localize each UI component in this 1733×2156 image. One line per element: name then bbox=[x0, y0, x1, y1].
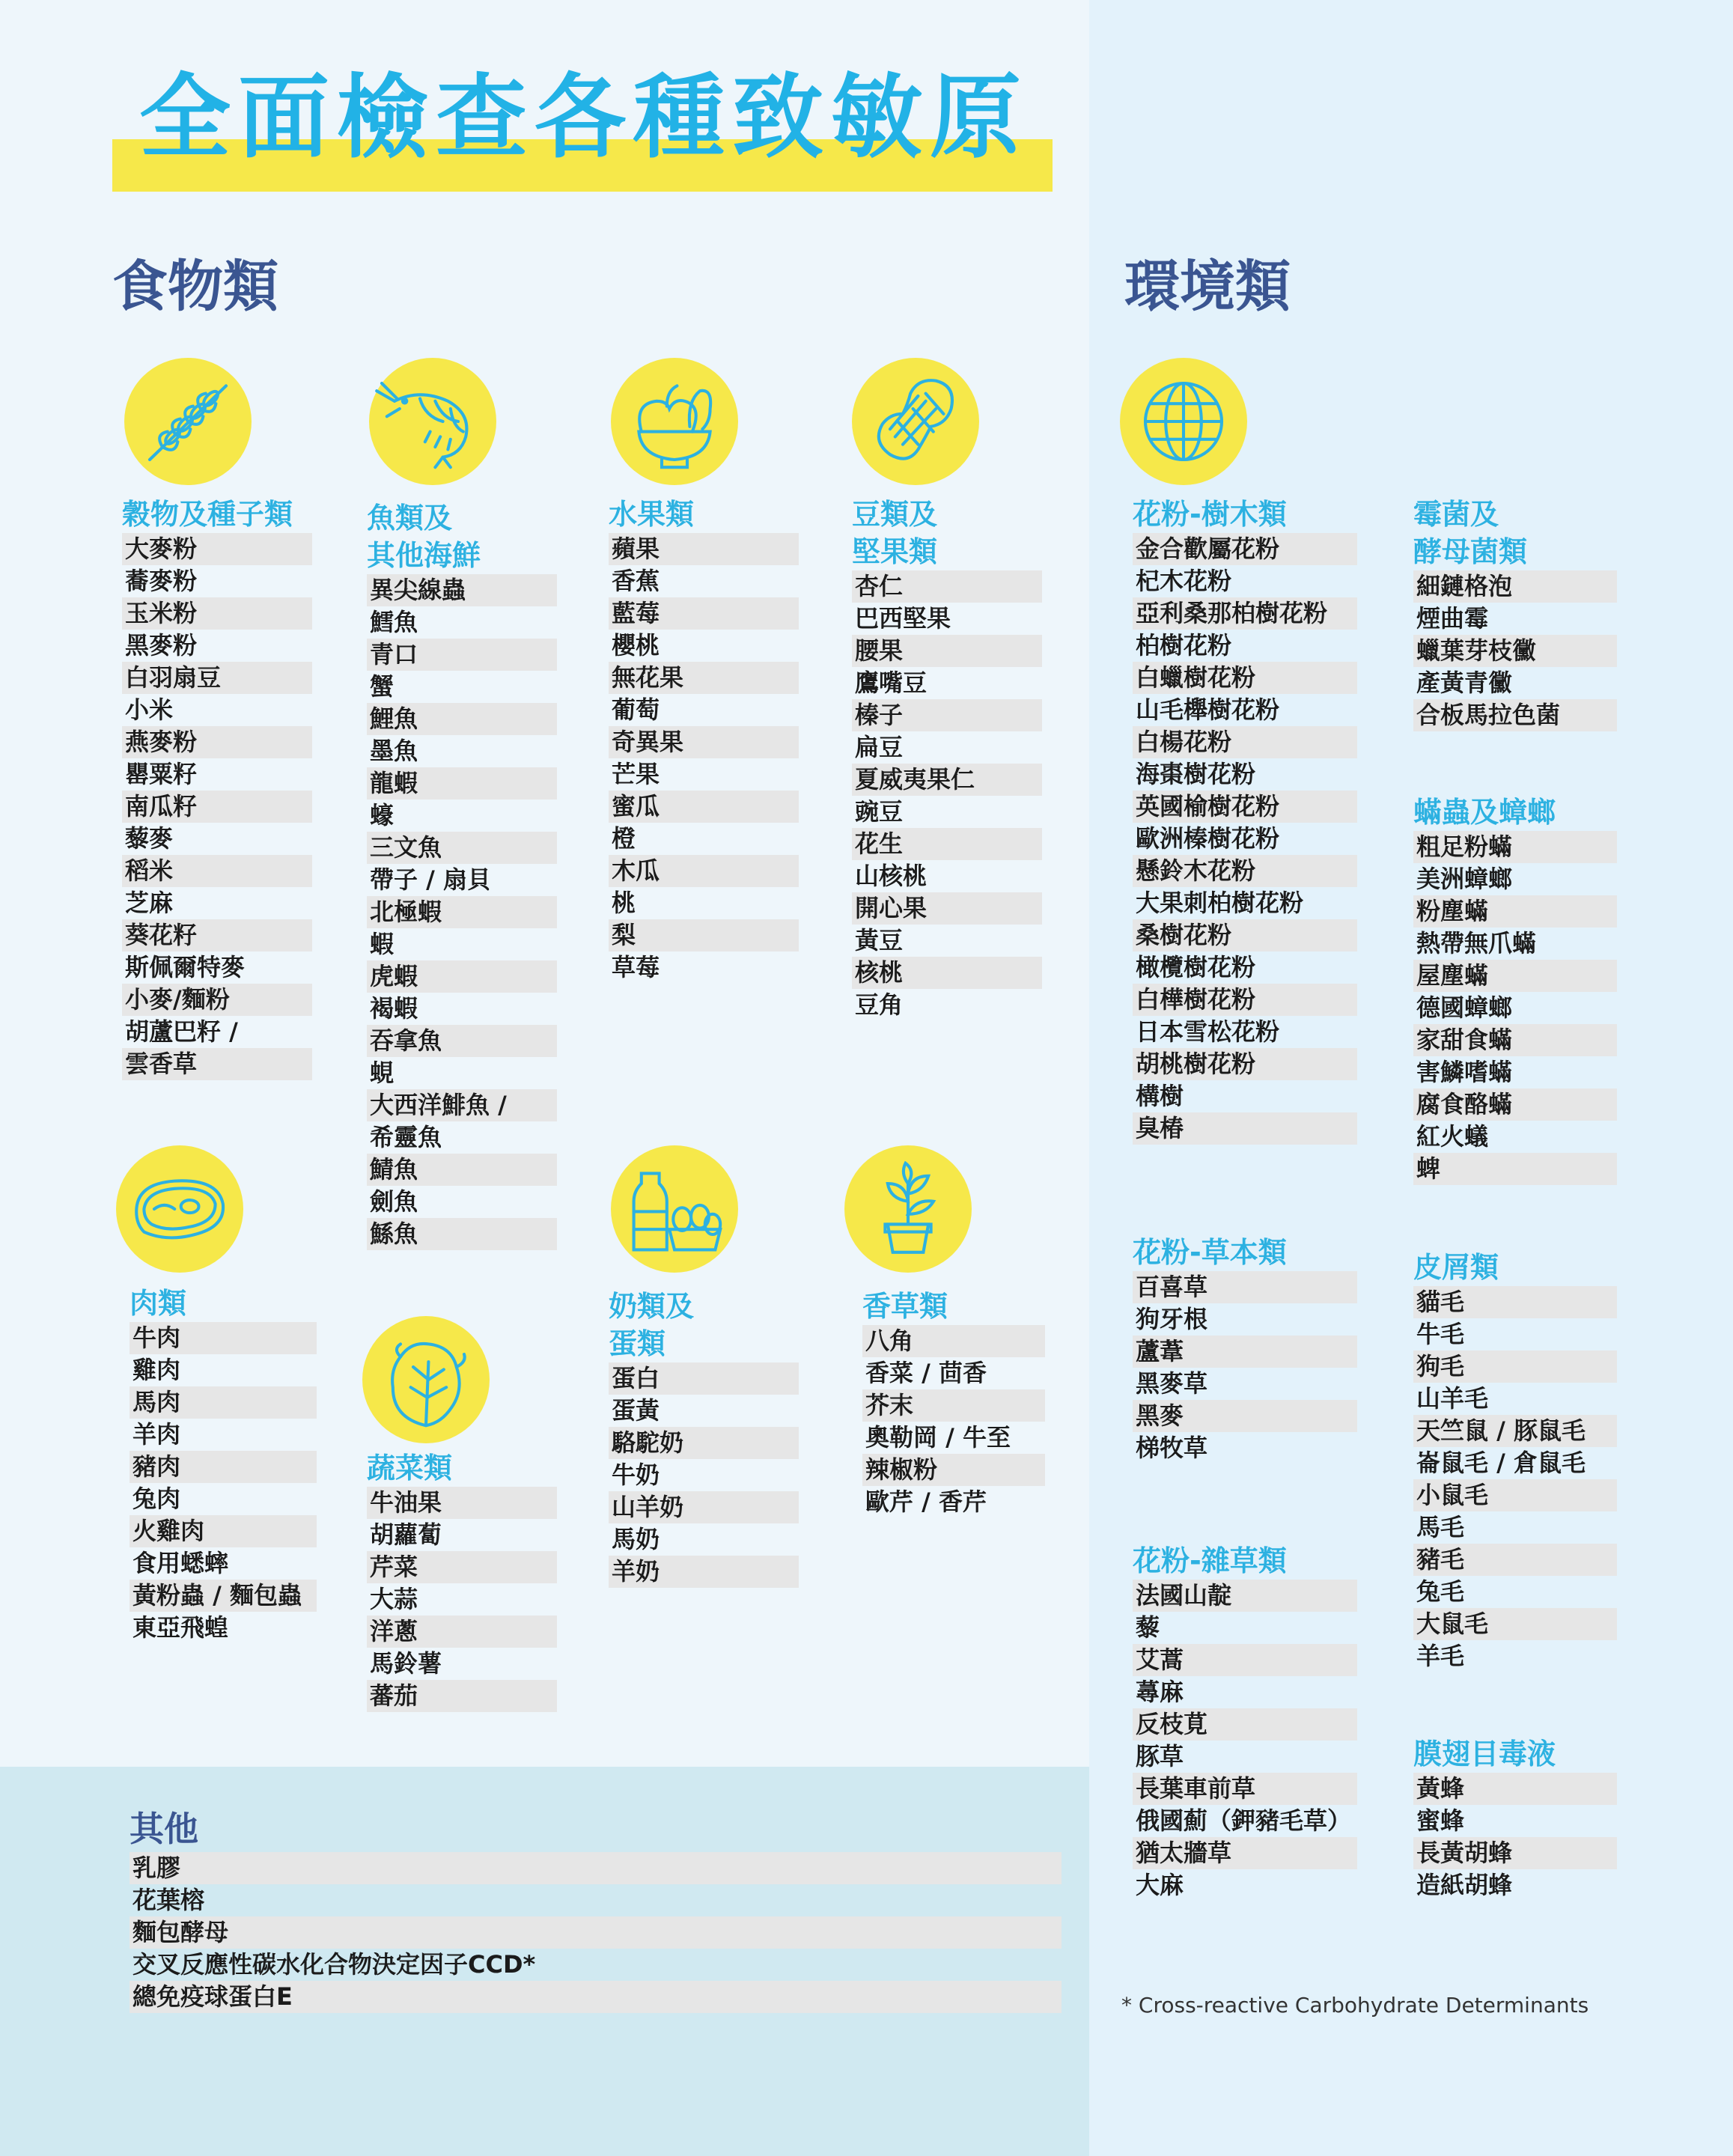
list-item: 扁豆 bbox=[855, 733, 904, 761]
list-item: 黃蜂 bbox=[1413, 1773, 1617, 1805]
list-item: 蜜瓜 bbox=[609, 791, 799, 823]
list-item: 日本雪松花粉 bbox=[1136, 1017, 1280, 1046]
list-item: 橙 bbox=[612, 824, 636, 853]
list-item: 吞拿魚 bbox=[367, 1025, 557, 1057]
category-grass-pollen bbox=[1133, 1234, 1357, 1464]
category-dander bbox=[1413, 1249, 1617, 1672]
item-list bbox=[1133, 533, 1357, 1145]
list-item: 火雞肉 bbox=[130, 1515, 317, 1547]
list-item: 雞肉 bbox=[133, 1356, 181, 1384]
list-item: 夏威夷果仁 bbox=[852, 764, 1042, 796]
list-item: 木瓜 bbox=[609, 855, 799, 887]
item-list bbox=[1413, 831, 1617, 1185]
list-item: 紅火蟻 bbox=[1416, 1122, 1489, 1151]
category-weed-pollen bbox=[1133, 1542, 1357, 1901]
list-item: 大西洋鯡魚 / bbox=[367, 1089, 557, 1121]
list-item: 害鱗嗜蟎 bbox=[1416, 1058, 1513, 1086]
list-item: 蛋白 bbox=[609, 1362, 799, 1395]
list-item: 葡萄 bbox=[612, 695, 660, 724]
list-item: 黃粉蟲 / 麵包蟲 bbox=[130, 1580, 317, 1612]
list-item: 劍魚 bbox=[370, 1187, 418, 1216]
list-item: 總免疫球蛋白E bbox=[130, 1981, 1062, 2013]
list-item: 崙鼠毛 / 倉鼠毛 bbox=[1416, 1449, 1586, 1477]
category-title: 肉類 bbox=[130, 1287, 187, 1320]
list-item: 桃 bbox=[612, 889, 636, 917]
list-item: 香菜 / 茴香 bbox=[865, 1359, 987, 1387]
list-item: 芹菜 bbox=[367, 1551, 557, 1583]
category-title: 蟎蟲及蟑螂 bbox=[1413, 796, 1556, 829]
list-item: 稻米 bbox=[122, 855, 312, 887]
list-item: 法國山靛 bbox=[1133, 1580, 1357, 1612]
category-title: 奶類及 蛋類 bbox=[609, 1290, 695, 1360]
list-item: 大果刺柏樹花粉 bbox=[1136, 889, 1304, 917]
list-item: 花葉榕 bbox=[133, 1886, 205, 1914]
list-item: 蕎麥粉 bbox=[125, 567, 198, 595]
item-list bbox=[1133, 1271, 1357, 1464]
shrimp-icon bbox=[369, 358, 496, 485]
list-item: 乳膠 bbox=[130, 1852, 1062, 1884]
category-mites-cockroach bbox=[1413, 794, 1617, 1185]
milk-egg-icon bbox=[611, 1145, 738, 1273]
list-item: 牛肉 bbox=[130, 1322, 317, 1354]
list-item: 藜 bbox=[1136, 1613, 1160, 1642]
item-list bbox=[122, 533, 312, 1080]
list-item: 榛子 bbox=[852, 699, 1042, 731]
list-item: 鯀魚 bbox=[367, 1218, 557, 1250]
steak-icon bbox=[116, 1145, 243, 1273]
list-item: 細鏈格泡 bbox=[1413, 570, 1617, 603]
list-item: 鯖魚 bbox=[367, 1154, 557, 1186]
item-list bbox=[862, 1325, 1045, 1518]
category-title: 豆類及 堅果類 bbox=[852, 498, 938, 568]
category-title: 膜翅目毒液 bbox=[1413, 1738, 1556, 1770]
list-item: 蠔 bbox=[370, 801, 395, 829]
list-item: 花生 bbox=[852, 828, 1042, 860]
list-item: 蠟葉芽枝黴 bbox=[1413, 635, 1617, 667]
list-item: 香蕉 bbox=[612, 567, 660, 595]
item-list bbox=[609, 533, 799, 984]
list-item: 斯佩爾特麥 bbox=[125, 953, 246, 981]
list-item: 青口 bbox=[367, 639, 557, 671]
list-item: 豚草 bbox=[1136, 1742, 1184, 1770]
category-title: 水果類 bbox=[609, 498, 695, 531]
item-list bbox=[130, 1322, 317, 1644]
list-item: 粉塵蟎 bbox=[1413, 895, 1617, 928]
list-item: 蘆葦 bbox=[1133, 1336, 1357, 1368]
list-item: 東亞飛蝗 bbox=[133, 1613, 229, 1642]
item-list bbox=[367, 1487, 557, 1712]
list-item: 豬毛 bbox=[1413, 1544, 1617, 1576]
item-list bbox=[1413, 1286, 1617, 1672]
list-item: 大麥粉 bbox=[122, 533, 312, 565]
category-seafood bbox=[367, 499, 557, 1250]
list-item: 芥末 bbox=[862, 1389, 1045, 1422]
category-title: 花粉-樹木類 bbox=[1133, 498, 1287, 531]
item-list bbox=[1413, 1773, 1617, 1901]
list-item: 山核桃 bbox=[855, 862, 928, 890]
list-item: 蘋果 bbox=[609, 533, 799, 565]
list-item: 黑麥粉 bbox=[125, 631, 198, 660]
list-item: 蟹 bbox=[370, 672, 395, 701]
list-item: 腐食酪蟎 bbox=[1413, 1088, 1617, 1121]
list-item: 八角 bbox=[862, 1325, 1045, 1357]
category-fruits bbox=[609, 496, 799, 984]
category-dairy-eggs bbox=[609, 1288, 799, 1588]
category-tree-pollen bbox=[1133, 496, 1357, 1145]
list-item: 馬鈴薯 bbox=[370, 1649, 442, 1678]
list-item: 豆角 bbox=[855, 990, 904, 1019]
list-item: 鯉魚 bbox=[367, 703, 557, 735]
category-title: 花粉-雜草類 bbox=[1133, 1544, 1287, 1577]
wheat-icon bbox=[124, 358, 252, 485]
list-item: 鱈魚 bbox=[370, 608, 418, 636]
list-item: 帶子 / 扇貝 bbox=[370, 865, 491, 894]
list-item: 屋塵蟎 bbox=[1413, 960, 1617, 992]
list-item: 杞木花粉 bbox=[1136, 567, 1232, 595]
category-title: 穀物及種子類 bbox=[122, 498, 293, 531]
list-item: 天竺鼠 / 豚鼠毛 bbox=[1413, 1415, 1617, 1447]
footnote: * Cross-reactive Carbohydrate Determinants bbox=[1121, 1993, 1589, 2018]
list-item: 百喜草 bbox=[1133, 1271, 1357, 1303]
item-list bbox=[852, 570, 1042, 1021]
list-item: 德國蟑螂 bbox=[1416, 993, 1513, 1022]
list-item: 辣椒粉 bbox=[862, 1454, 1045, 1486]
list-item: 玉米粉 bbox=[122, 597, 312, 630]
list-item: 龍蝦 bbox=[367, 767, 557, 800]
list-item: 杏仁 bbox=[852, 570, 1042, 603]
list-item: 英國榆樹花粉 bbox=[1133, 791, 1357, 823]
list-item: 黑麥草 bbox=[1136, 1369, 1208, 1398]
list-item: 造紙胡蜂 bbox=[1416, 1871, 1513, 1899]
list-item: 奇異果 bbox=[609, 726, 799, 758]
list-item: 小米 bbox=[125, 695, 174, 724]
list-item: 雲香草 bbox=[122, 1048, 312, 1080]
list-item: 狗毛 bbox=[1413, 1350, 1617, 1383]
list-item: 艾蒿 bbox=[1133, 1644, 1357, 1676]
list-item: 長葉車前草 bbox=[1133, 1773, 1357, 1805]
list-item: 馬毛 bbox=[1416, 1513, 1465, 1541]
list-item: 橄欖樹花粉 bbox=[1136, 953, 1256, 981]
list-item: 胡蘆巴籽 / bbox=[125, 1017, 238, 1046]
category-title: 其他 bbox=[130, 1809, 198, 1849]
list-item: 白楊花粉 bbox=[1133, 726, 1357, 758]
list-item: 豌豆 bbox=[855, 797, 904, 826]
list-item: 梨 bbox=[609, 919, 799, 951]
list-item: 牛油果 bbox=[367, 1487, 557, 1519]
category-beans-nuts bbox=[852, 496, 1042, 1021]
list-item: 山羊奶 bbox=[609, 1491, 799, 1523]
list-item: 蛋黃 bbox=[612, 1396, 660, 1425]
list-item: 草莓 bbox=[612, 953, 660, 981]
peanut-icon bbox=[852, 358, 979, 485]
category-title: 蔬菜類 bbox=[367, 1452, 453, 1484]
list-item: 奧勒岡 / 牛至 bbox=[865, 1423, 1011, 1452]
category-herbs bbox=[862, 1288, 1045, 1518]
list-item: 馬肉 bbox=[130, 1386, 317, 1419]
list-item: 巴西堅果 bbox=[855, 604, 951, 633]
list-item: 豬肉 bbox=[130, 1451, 317, 1483]
list-item: 蜜蜂 bbox=[1416, 1806, 1465, 1835]
list-item: 粗足粉蟎 bbox=[1413, 831, 1617, 863]
list-item: 大鼠毛 bbox=[1413, 1608, 1617, 1640]
list-item: 美洲蟑螂 bbox=[1416, 865, 1513, 893]
list-item: 蕁麻 bbox=[1136, 1678, 1184, 1706]
list-item: 芝麻 bbox=[125, 889, 174, 917]
list-item: 懸鈴木花粉 bbox=[1133, 855, 1357, 887]
list-item: 兔肉 bbox=[133, 1484, 181, 1513]
list-item: 胡蘿蔔 bbox=[370, 1520, 442, 1549]
list-item: 葵花籽 bbox=[122, 919, 312, 951]
list-item: 產黃青黴 bbox=[1416, 669, 1513, 697]
list-item: 山羊毛 bbox=[1416, 1384, 1489, 1413]
list-item: 山毛櫸樹花粉 bbox=[1136, 695, 1280, 724]
category-vegetables bbox=[367, 1449, 557, 1712]
list-item: 海棗樹花粉 bbox=[1136, 760, 1256, 788]
page-title: 全面檢查各種致敏原 bbox=[139, 64, 1029, 171]
list-item: 小麥/麵粉 bbox=[122, 984, 312, 1016]
category-title: 魚類及 其他海鮮 bbox=[367, 502, 481, 572]
list-item: 白樺樹花粉 bbox=[1133, 984, 1357, 1016]
list-item: 臭椿 bbox=[1133, 1112, 1357, 1145]
list-item: 梯牧草 bbox=[1136, 1434, 1208, 1462]
list-item: 大麻 bbox=[1136, 1871, 1184, 1899]
list-item: 金合歡屬花粉 bbox=[1133, 533, 1357, 565]
list-item: 交叉反應性碳水化合物決定因子CCD* bbox=[133, 1950, 536, 1979]
lettuce-icon bbox=[362, 1316, 490, 1443]
list-item: 無花果 bbox=[609, 662, 799, 694]
list-item: 長黃胡蜂 bbox=[1413, 1837, 1617, 1869]
list-item: 腰果 bbox=[852, 635, 1042, 667]
list-item: 核桃 bbox=[852, 957, 1042, 989]
list-item: 構樹 bbox=[1136, 1082, 1184, 1110]
list-item: 大蒜 bbox=[370, 1585, 418, 1613]
list-item: 希靈魚 bbox=[370, 1123, 442, 1151]
item-list bbox=[367, 574, 557, 1250]
list-item: 白羽扇豆 bbox=[122, 662, 312, 694]
list-item: 虎蝦 bbox=[367, 960, 557, 993]
list-item: 胡桃樹花粉 bbox=[1133, 1048, 1357, 1080]
list-item: 羊毛 bbox=[1416, 1642, 1465, 1670]
list-item: 罌粟籽 bbox=[125, 760, 198, 788]
list-item: 芒果 bbox=[612, 760, 660, 788]
list-item: 黑麥 bbox=[1133, 1400, 1357, 1432]
list-item: 白蠟樹花粉 bbox=[1133, 662, 1357, 694]
list-item: 歐芹 / 香芹 bbox=[865, 1487, 987, 1516]
list-item: 熱帶無爪蟎 bbox=[1416, 929, 1537, 957]
list-item: 反枝莧 bbox=[1133, 1708, 1357, 1741]
list-item: 藍莓 bbox=[609, 597, 799, 630]
list-item: 駱駝奶 bbox=[609, 1427, 799, 1459]
list-item: 猶太牆草 bbox=[1133, 1837, 1357, 1869]
list-item: 蕃茄 bbox=[367, 1680, 557, 1712]
category-venom bbox=[1413, 1735, 1617, 1901]
fruit-icon bbox=[611, 358, 738, 485]
category-grains bbox=[122, 496, 312, 1080]
list-item: 馬奶 bbox=[612, 1525, 660, 1553]
list-item: 燕麥粉 bbox=[122, 726, 312, 758]
list-item: 兔毛 bbox=[1416, 1577, 1465, 1606]
list-item: 南瓜籽 bbox=[122, 791, 312, 823]
list-item: 開心果 bbox=[852, 892, 1042, 925]
category-title: 香草類 bbox=[862, 1290, 948, 1323]
list-item: 鷹嘴豆 bbox=[855, 669, 928, 697]
list-item: 小鼠毛 bbox=[1413, 1479, 1617, 1511]
item-list bbox=[609, 1362, 799, 1588]
item-list bbox=[130, 1852, 1062, 2013]
list-item: 洋蔥 bbox=[367, 1616, 557, 1648]
list-item: 柏樹花粉 bbox=[1136, 631, 1232, 660]
list-item: 狗牙根 bbox=[1136, 1305, 1208, 1333]
category-title: 皮屑類 bbox=[1413, 1251, 1499, 1284]
list-item: 食用蟋蟀 bbox=[133, 1549, 229, 1577]
list-item: 亞利桑那柏樹花粉 bbox=[1133, 597, 1357, 630]
list-item: 北極蝦 bbox=[367, 896, 557, 928]
item-list bbox=[1133, 1580, 1357, 1901]
category-meat bbox=[130, 1285, 317, 1644]
category-title: 霉菌及 酵母菌類 bbox=[1413, 498, 1528, 568]
list-item: 羊奶 bbox=[609, 1556, 799, 1588]
item-list bbox=[1413, 570, 1617, 731]
list-item: 麵包酵母 bbox=[130, 1916, 1062, 1949]
list-item: 三文魚 bbox=[367, 832, 557, 864]
category-title: 花粉-草本類 bbox=[1133, 1236, 1287, 1269]
list-item: 家甜食蟎 bbox=[1413, 1024, 1617, 1056]
section-title-environment: 環境類 bbox=[1124, 255, 1291, 319]
herb-plant-icon bbox=[844, 1145, 972, 1273]
category-others bbox=[130, 1806, 1062, 2013]
list-item: 牛毛 bbox=[1416, 1320, 1465, 1348]
list-item: 蜆 bbox=[370, 1059, 395, 1087]
list-item: 歐洲榛樹花粉 bbox=[1136, 824, 1280, 853]
section-title-food: 食物類 bbox=[112, 255, 278, 319]
list-item: 櫻桃 bbox=[612, 631, 660, 660]
list-item: 俄國薊（鉀豬毛草） bbox=[1136, 1806, 1352, 1835]
list-item: 墨魚 bbox=[370, 737, 418, 765]
list-item: 羊肉 bbox=[133, 1420, 181, 1449]
list-item: 牛奶 bbox=[612, 1461, 660, 1489]
list-item: 貓毛 bbox=[1413, 1286, 1617, 1318]
list-item: 桑樹花粉 bbox=[1133, 919, 1357, 951]
list-item: 合板馬拉色菌 bbox=[1413, 699, 1617, 731]
globe-icon bbox=[1120, 358, 1247, 485]
list-item: 褐蝦 bbox=[370, 994, 418, 1023]
list-item: 蜱 bbox=[1413, 1153, 1617, 1185]
list-item: 藜麥 bbox=[125, 824, 174, 853]
list-item: 異尖線蟲 bbox=[367, 574, 557, 606]
category-mold-yeast bbox=[1413, 496, 1617, 731]
list-item: 煙曲霉 bbox=[1416, 604, 1489, 633]
list-item: 黃豆 bbox=[855, 926, 904, 954]
list-item: 蝦 bbox=[370, 930, 395, 958]
